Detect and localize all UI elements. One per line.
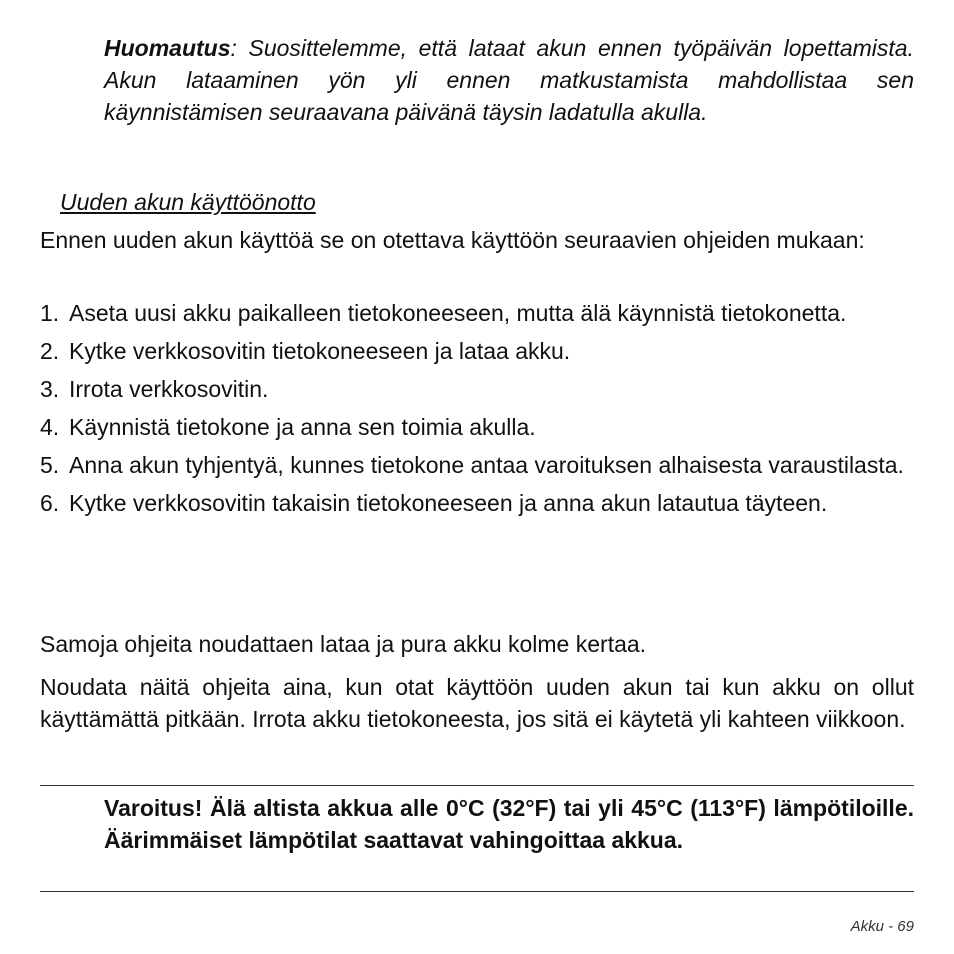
step-text: Irrota verkkosovitin.: [69, 376, 269, 402]
steps-list: [40, 297, 914, 525]
page-footer: Akku - 69: [850, 918, 914, 935]
warning-bottom-divider: [40, 891, 914, 892]
section-heading: Uuden akun käyttöönotto: [60, 189, 316, 215]
note-label: Huomautus: [104, 35, 231, 61]
step-number: 5.: [40, 452, 60, 478]
step-number: 4.: [40, 414, 60, 440]
note-text: : Suosittelemme, että lataat akun ennen työpäivän lopettamista. Akun lataaminen yön yli ennen matkustamista mahdollistaa sen käynnistämisen seuraavana päivänä täysin ladatulla akulla.: [104, 35, 914, 125]
step-number: 2.: [40, 338, 60, 364]
step-text: Aseta uusi akku paikalleen tietokoneeseen, mutta älä käynnistä tietokonetta.: [69, 300, 847, 326]
warning-top-divider: [40, 785, 914, 786]
step-number: 1.: [40, 300, 60, 326]
step-number: 3.: [40, 376, 60, 402]
list-item: [40, 335, 914, 367]
intro-paragraph: Ennen uuden akun käyttöä se on otettava käyttöön seuraavien ohjeiden mukaan:: [40, 227, 865, 253]
step-text: Anna akun tyhjentyä, kunnes tietokone antaa varoituksen alhaisesta varaustilasta.: [69, 452, 904, 478]
list-item: [40, 487, 914, 519]
step-number: 6.: [40, 490, 60, 516]
step-text: Kytke verkkosovitin tietokoneeseen ja lataa akku.: [69, 338, 571, 364]
step-text: Käynnistä tietokone ja anna sen toimia akulla.: [69, 414, 536, 440]
list-item: [40, 411, 914, 443]
warning-text: Varoitus! Älä altista akkua alle 0°C (32°F) tai yli 45°C (113°F) lämpötiloille. Äärimmäiset lämpötilat saattavat vahingoittaa akkua.: [104, 795, 914, 853]
step-text: Kytke verkkosovitin takaisin tietokoneeseen ja anna akun latautua täyteen.: [69, 490, 828, 516]
usage-advice-paragraph: Noudata näitä ohjeita aina, kun otat käyttöön uuden akun tai kun akku on ollut käyttämättä pitkään. Irrota akku tietokoneesta, jos sitä ei käytetä yli kahteen viikkoon.: [40, 674, 914, 732]
list-item: [40, 373, 914, 405]
repeat-instruction-paragraph: Samoja ohjeita noudattaen lataa ja pura akku kolme kertaa.: [40, 631, 647, 657]
list-item: [40, 449, 914, 481]
note-box: [104, 32, 914, 128]
list-item: [40, 297, 914, 329]
